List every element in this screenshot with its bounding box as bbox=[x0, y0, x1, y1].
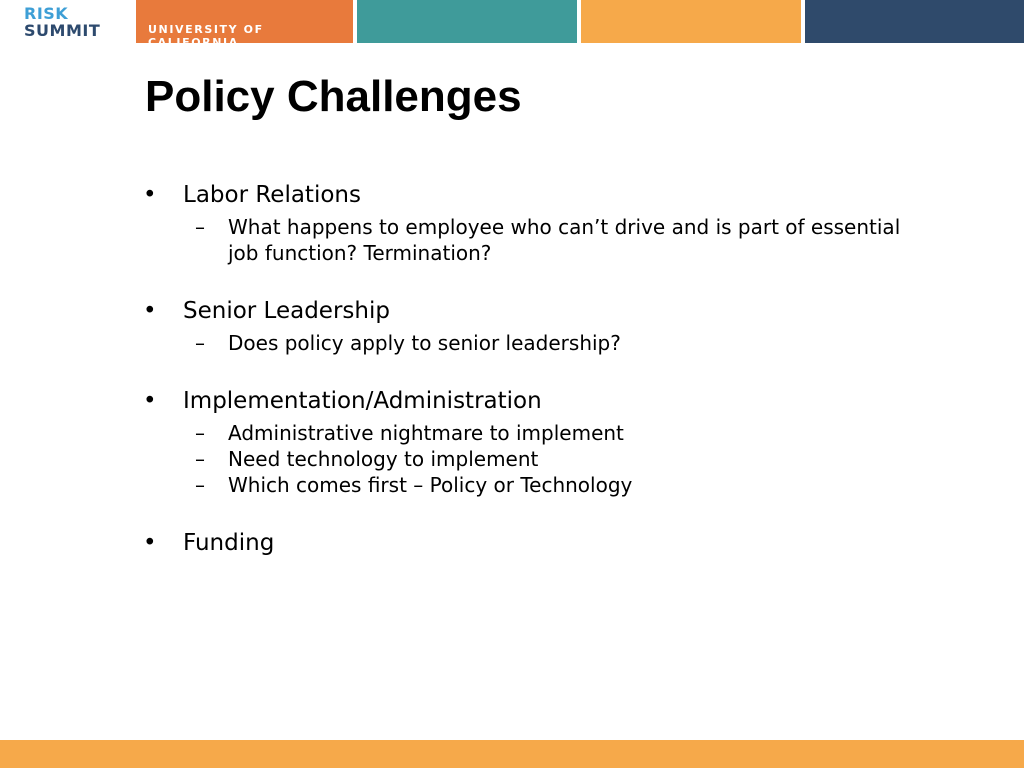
bullet-dot: • bbox=[143, 530, 157, 556]
bullet-text: Funding bbox=[183, 530, 275, 556]
bullet-dot: • bbox=[143, 298, 157, 324]
bullet-item bbox=[143, 296, 903, 326]
sub-bullet-item bbox=[143, 330, 903, 356]
sub-bullet-item bbox=[143, 214, 903, 266]
logo-line-risk: RISK bbox=[24, 4, 69, 23]
bullet-group bbox=[143, 296, 903, 356]
bullet-text: Senior Leadership bbox=[183, 298, 390, 324]
sub-bullet-text: Administrative nightmare to implement bbox=[228, 421, 624, 445]
sub-bullet-item bbox=[143, 472, 903, 498]
bullet-group bbox=[143, 180, 903, 266]
sub-bullet-list bbox=[143, 330, 903, 356]
sub-bullet-dash: – bbox=[195, 447, 205, 471]
university-banner-text: UNIVERSITY OF CALIFORNIA bbox=[148, 23, 264, 49]
bullet-item bbox=[143, 528, 903, 558]
sub-bullet-list bbox=[143, 420, 903, 498]
bullet-item bbox=[143, 386, 903, 416]
slide-footer-bar bbox=[0, 740, 1024, 768]
sub-bullet-text: Which comes first – Policy or Technology bbox=[228, 473, 633, 497]
sub-bullet-dash: – bbox=[195, 421, 205, 445]
risk-summit-logo bbox=[0, 0, 133, 43]
slide-header bbox=[0, 0, 1024, 49]
sub-bullet-item bbox=[143, 446, 903, 472]
bullet-text: Implementation/Administration bbox=[183, 388, 542, 414]
sub-bullet-item bbox=[143, 420, 903, 446]
sub-bullet-text: Need technology to implement bbox=[228, 447, 539, 471]
bullet-item bbox=[143, 180, 903, 210]
bullet-group bbox=[143, 528, 903, 558]
sub-bullet-text: What happens to employee who can’t drive and is part of essential job function? Termination? bbox=[228, 215, 901, 265]
sub-bullet-dash: – bbox=[195, 331, 205, 355]
slide-title: Policy Challenges bbox=[145, 72, 522, 121]
bullet-dot: • bbox=[143, 388, 157, 414]
bullet-text: Labor Relations bbox=[183, 182, 361, 208]
logo-line-summit: SUMMIT bbox=[24, 21, 101, 40]
sub-bullet-text: Does policy apply to senior leadership? bbox=[228, 331, 621, 355]
header-segment-navy bbox=[805, 0, 1024, 43]
bullet-group bbox=[143, 386, 903, 498]
header-segment-orange bbox=[136, 0, 353, 49]
sub-bullet-dash: – bbox=[195, 215, 205, 239]
bullet-dot: • bbox=[143, 182, 157, 208]
slide-bullet-list bbox=[143, 180, 903, 588]
header-segment-gold bbox=[581, 0, 801, 43]
sub-bullet-list bbox=[143, 214, 903, 266]
header-segment-teal bbox=[357, 0, 577, 43]
sub-bullet-dash: – bbox=[195, 473, 205, 497]
